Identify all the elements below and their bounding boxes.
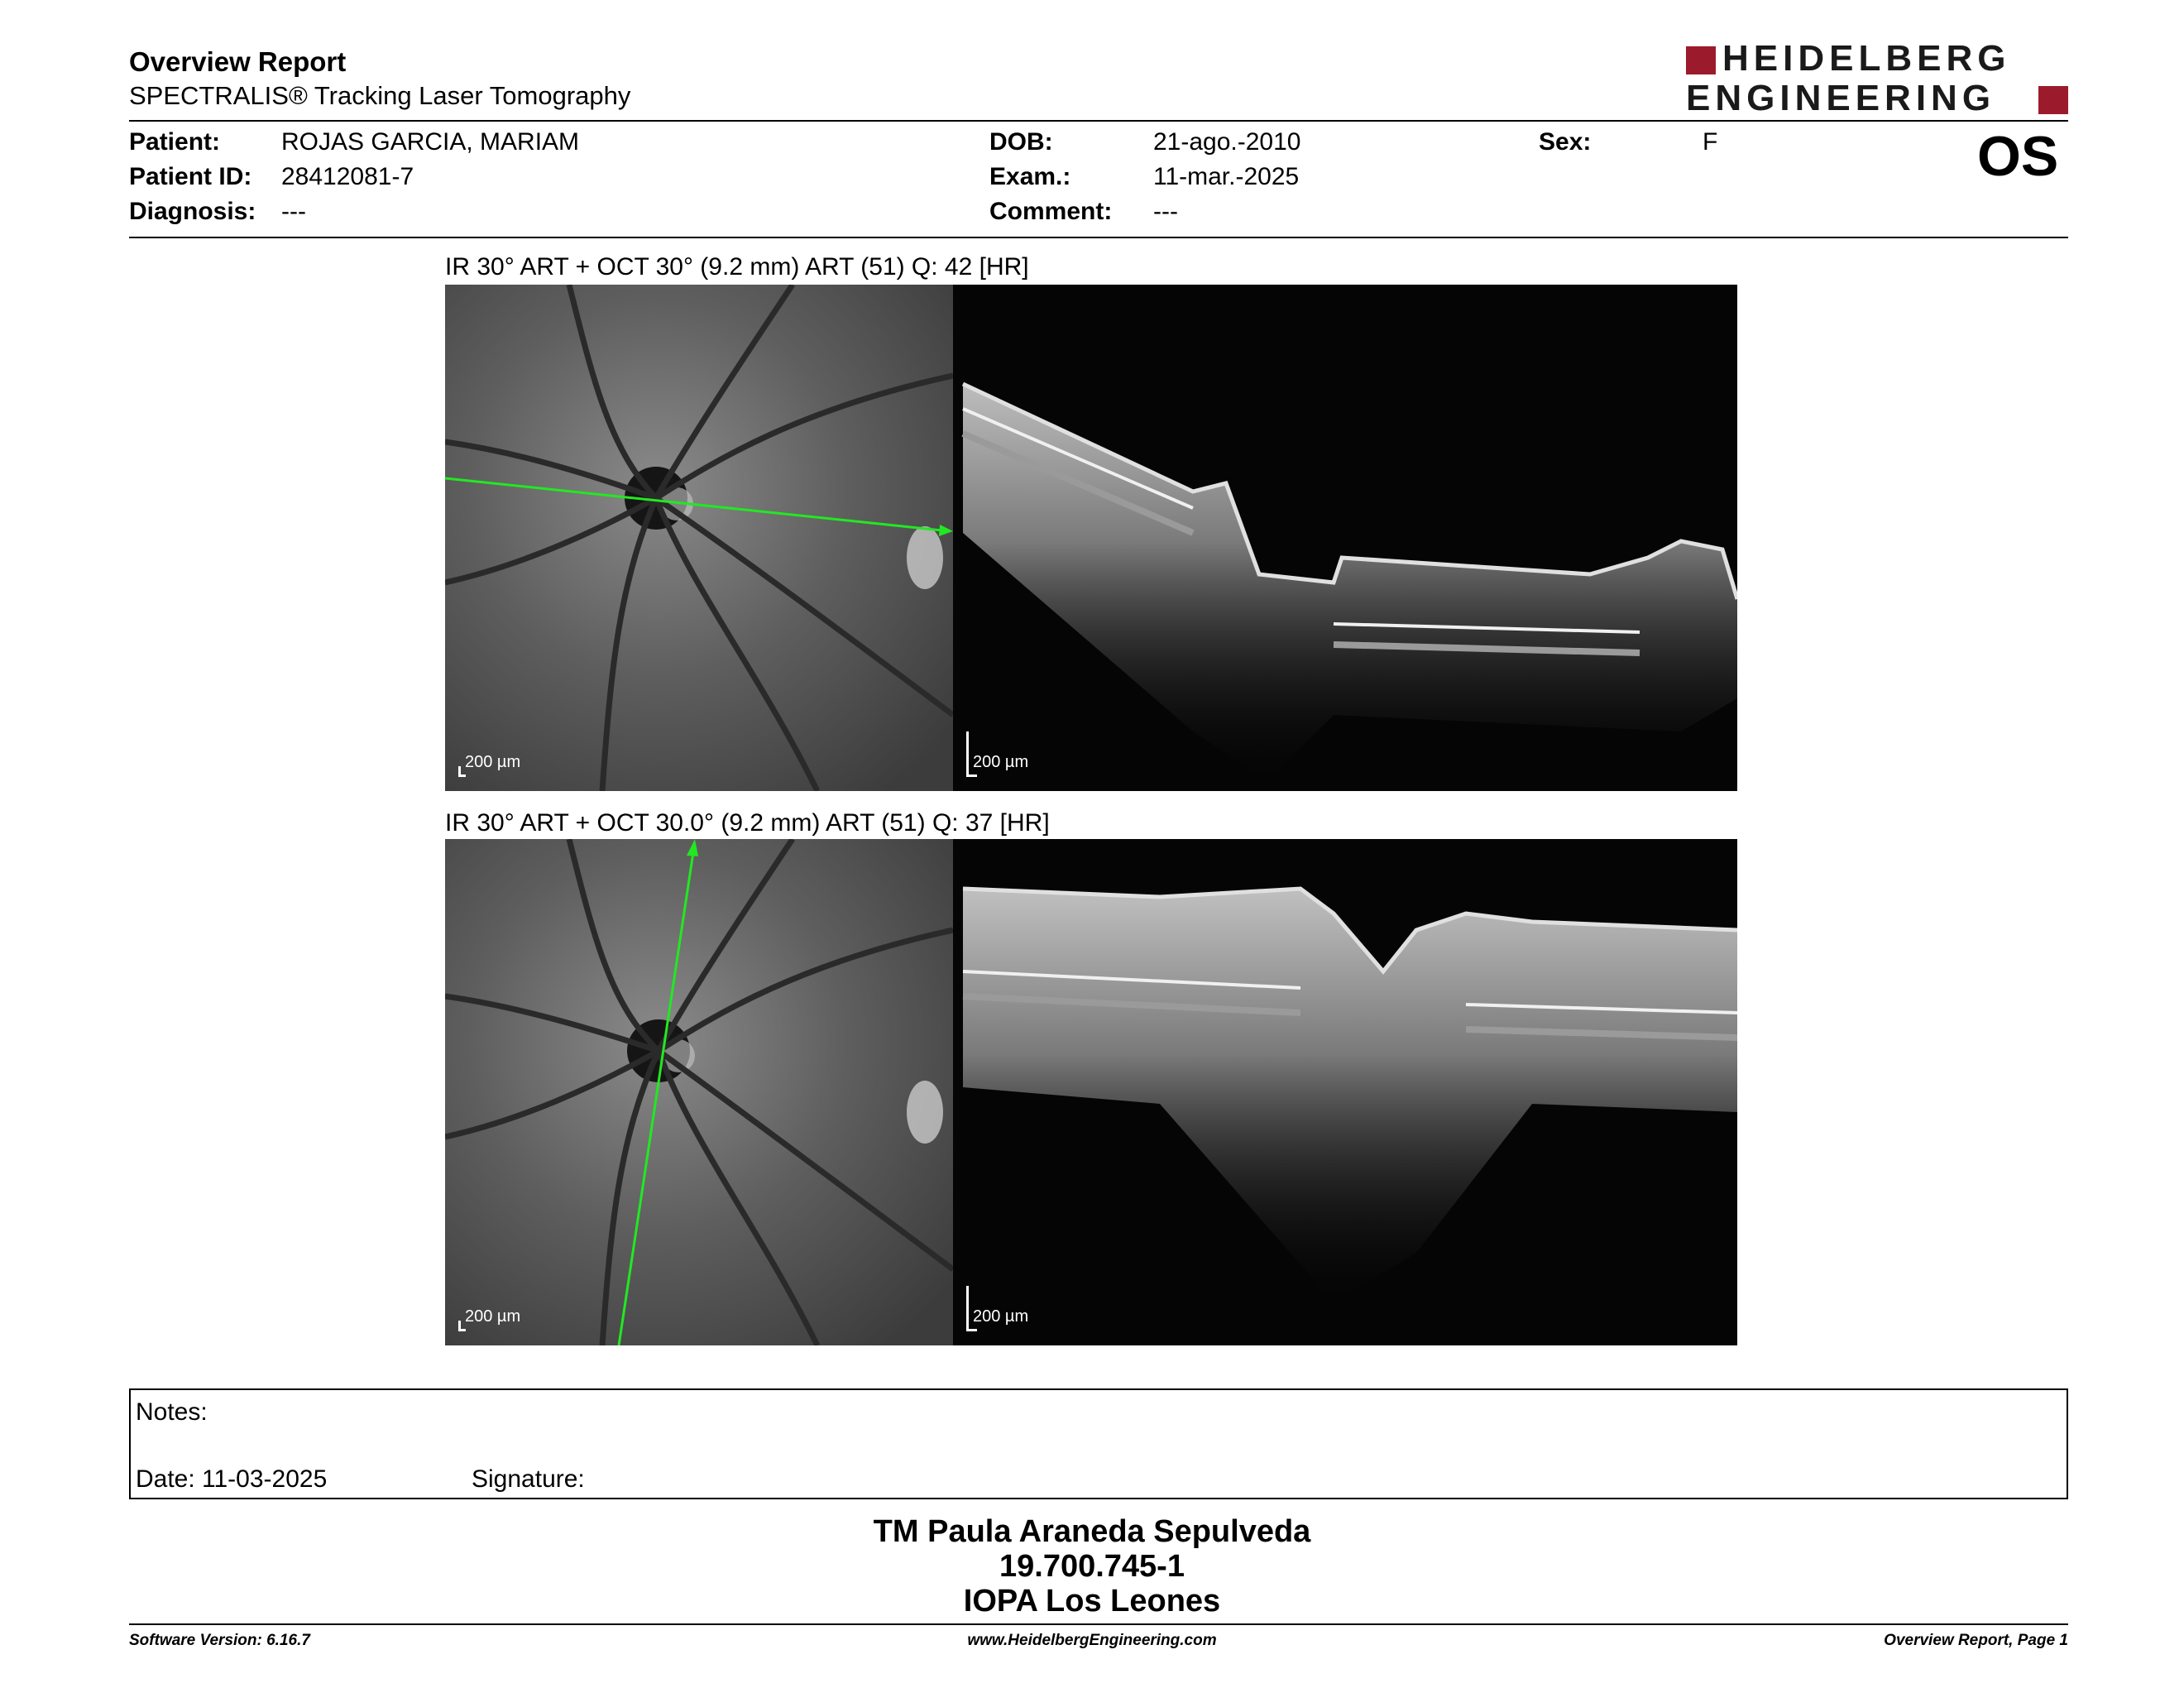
signatory-institution: IOPA Los Leones [963, 1584, 1221, 1618]
website-link[interactable]: www.HeidelbergEngineering.com [967, 1632, 1217, 1649]
ir-fundus-image [445, 285, 953, 791]
diagnosis-label: Diagnosis: [129, 198, 256, 225]
report-title: Overview Report [129, 46, 347, 77]
comment-value: --- [1153, 198, 1178, 225]
exam-value: 11-mar.-2025 [1153, 163, 1300, 190]
patient-id-label: Patient ID: [129, 163, 252, 190]
signatory-id: 19.700.745-1 [999, 1549, 1185, 1584]
patient-divider [129, 237, 2068, 238]
patient-name: ROJAS GARCIA, MARIAM [281, 128, 580, 156]
logo-line-1: HEIDELBERG [1722, 38, 2011, 79]
comment-label: Comment: [989, 198, 1113, 225]
header-divider [129, 120, 2068, 122]
scale-label: 200 µm [973, 753, 1029, 771]
scan-title: IR 30° ART + OCT 30.0° (9.2 mm) ART (51) Q: 37 [HR] [445, 809, 1050, 837]
dob-label: DOB: [989, 128, 1053, 156]
signatory-name: TM Paula Araneda Sepulveda [873, 1514, 1311, 1549]
scale-label: 200 µm [465, 1307, 521, 1326]
logo-square-icon [2038, 86, 2068, 114]
notes-label: Notes: [136, 1398, 208, 1426]
eye-laterality: OS [1977, 125, 2059, 188]
heidelberg-logo [1686, 38, 2068, 118]
date-label: Date: 11-03-2025 [136, 1465, 328, 1493]
logo-line-2: ENGINEERING [1686, 78, 1996, 118]
software-version: Software Version: 6.16.7 [129, 1632, 310, 1649]
scale-label: 200 µm [465, 753, 521, 771]
scan-title: IR 30° ART + OCT 30° (9.2 mm) ART (51) Q: 42 [HR] [445, 253, 1029, 281]
diagnosis-value: --- [281, 198, 306, 225]
patient-id-value: 28412081-7 [281, 163, 414, 190]
sex-value: F [1703, 128, 1718, 156]
page-indicator: Overview Report, Page 1 [1884, 1632, 2068, 1649]
footer-divider [129, 1623, 2068, 1625]
report-subtitle: SPECTRALIS® Tracking Laser Tomography [129, 81, 631, 110]
ir-fundus-image [445, 839, 953, 1345]
exam-label: Exam.: [989, 163, 1071, 190]
notes-box [129, 1388, 2068, 1499]
logo-square-icon [1686, 46, 1716, 74]
dob-value: 21-ago.-2010 [1153, 128, 1301, 156]
sex-label: Sex: [1539, 128, 1592, 156]
patient-label: Patient: [129, 128, 221, 156]
oct-bscan-image [953, 839, 1737, 1345]
oct-bscan-image [953, 285, 1737, 791]
signature-label: Signature: [472, 1465, 585, 1493]
scale-label: 200 µm [973, 1307, 1029, 1326]
